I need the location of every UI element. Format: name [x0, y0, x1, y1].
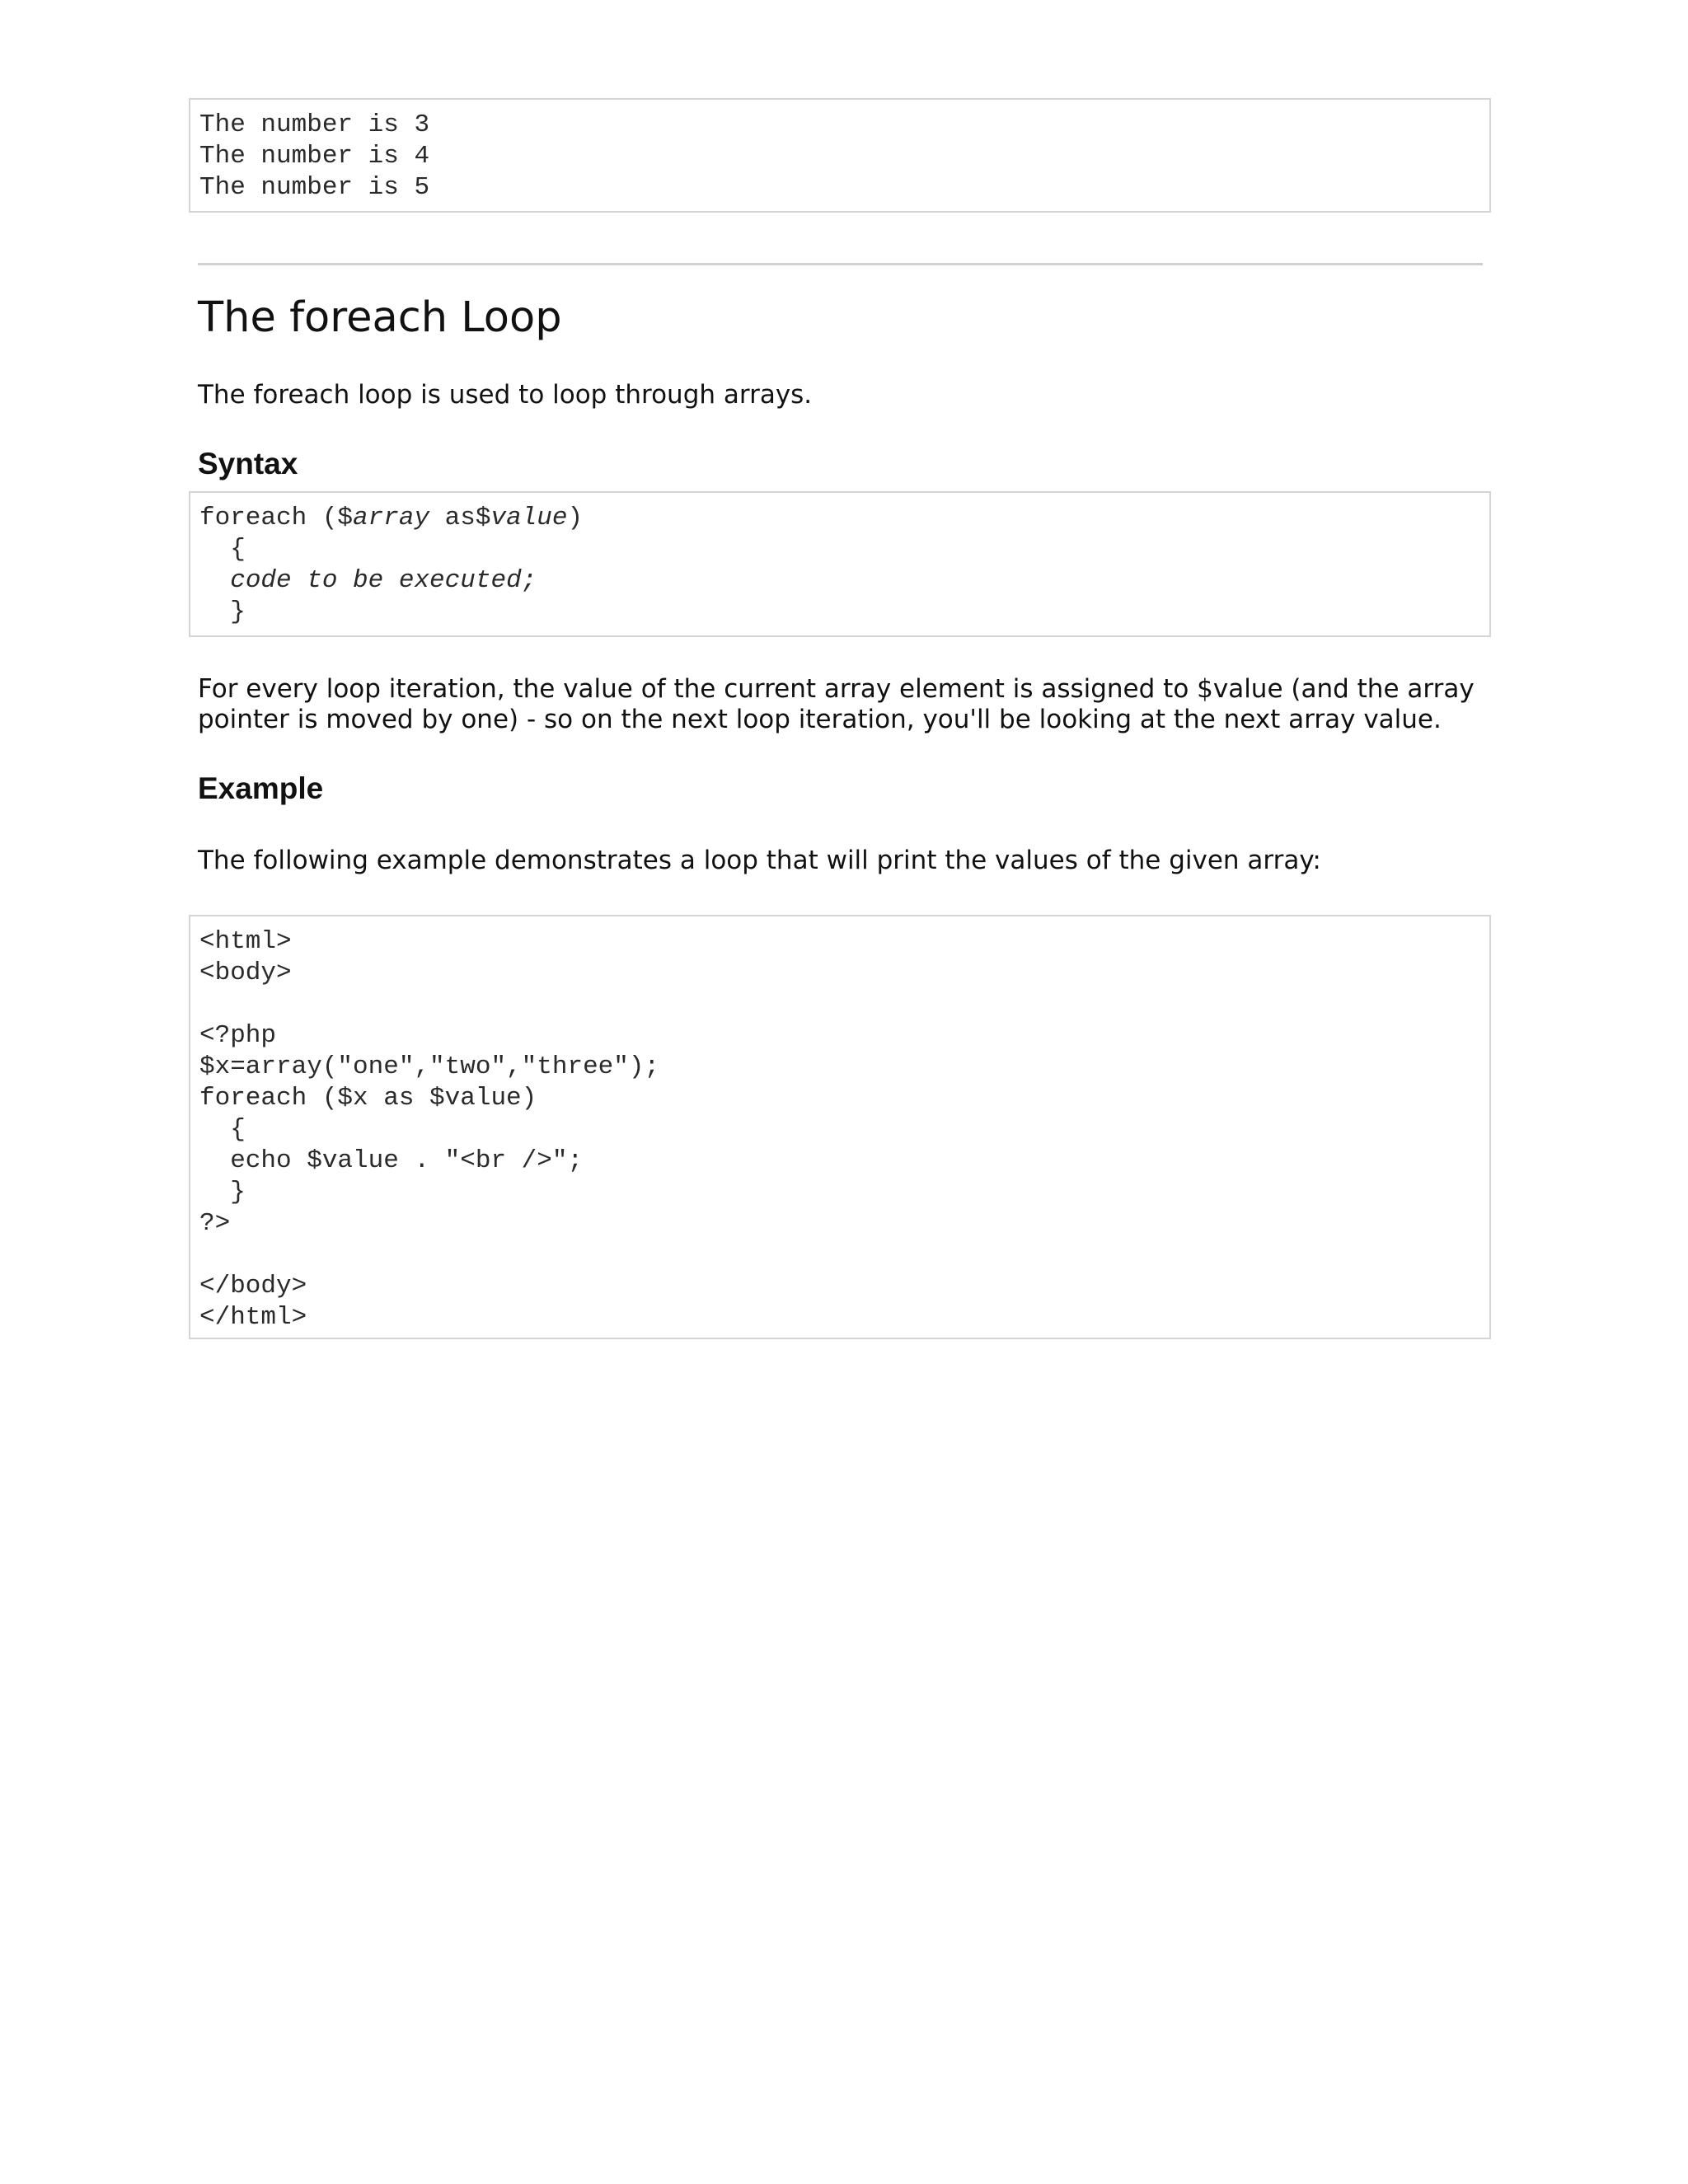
- code-line: [199, 989, 1489, 1020]
- syntax-line: [199, 503, 1489, 534]
- syntax-code-block: [189, 491, 1491, 637]
- syntax-placeholder: code to be executed;: [230, 566, 537, 595]
- output-line: The number is 5: [199, 173, 430, 202]
- example-heading: Example: [198, 771, 324, 805]
- output-line: The number is 4: [199, 142, 430, 171]
- section-title: The foreach Loop: [198, 293, 562, 342]
- code-line: [199, 1240, 1489, 1271]
- code-line: </body>: [199, 1272, 307, 1301]
- syntax-line: }: [199, 598, 246, 626]
- code-line: </html>: [199, 1303, 307, 1332]
- syntax-heading: Syntax: [198, 447, 298, 480]
- syntax-line: [199, 565, 1489, 597]
- syntax-line: {: [199, 535, 246, 564]
- section-intro: The foreach loop is used to loop through arrays.: [198, 380, 813, 410]
- code-line: <body>: [199, 958, 292, 987]
- example-description: The following example demonstrates a loop that will print the values of the given array:: [198, 846, 1321, 875]
- syntax-text: foreach ($: [199, 504, 354, 532]
- code-line: ?>: [199, 1209, 231, 1238]
- output-line: The number is 3: [199, 110, 430, 139]
- code-line: <?php: [199, 1021, 277, 1050]
- syntax-placeholder: value: [490, 504, 568, 532]
- syntax-text: as$: [429, 504, 491, 532]
- code-line: foreach ($x as $value): [199, 1084, 537, 1113]
- syntax-placeholder: array: [353, 504, 430, 532]
- code-line: echo $value . "<br />";: [199, 1146, 584, 1175]
- code-line: $x=array("one","two","three");: [199, 1052, 660, 1081]
- syntax-text: ): [567, 504, 584, 532]
- code-line: {: [199, 1115, 246, 1144]
- code-line: <html>: [199, 927, 292, 956]
- output-code-block: [189, 98, 1491, 213]
- code-line: }: [199, 1178, 246, 1207]
- section-divider: [198, 263, 1483, 265]
- explanation-paragraph: For every loop iteration, the value of the current array element is assigned to $value (and the array pointer is moved by one) - so on the next loop iteration, you'll be looking at the next array value.: [198, 674, 1475, 734]
- example-code-block: [189, 915, 1491, 1339]
